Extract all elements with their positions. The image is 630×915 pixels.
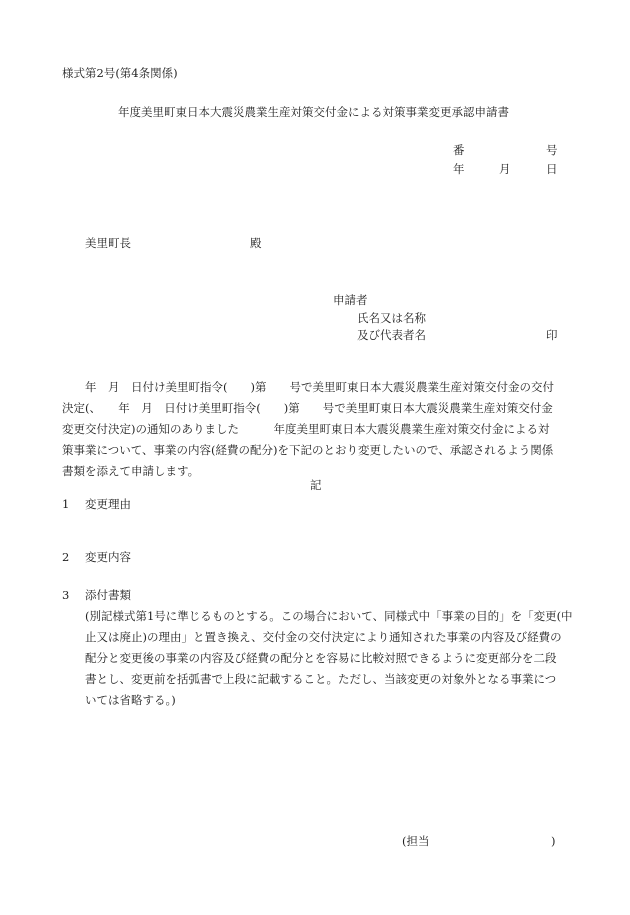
note-line: 配分と変更後の事業の内容及び経費の配分とを容易に比較対照できるように変更部分を二段 <box>85 651 557 665</box>
contact-close: ) <box>551 834 556 848</box>
date-month-label: 月 <box>499 162 511 176</box>
applicant-label: 申請者 <box>333 293 368 307</box>
item-number: 1 <box>62 497 70 511</box>
note-line: (別記様式第1号に準じるものとする。この場合において、同様式中「事業の目的」を「変更(中 <box>85 609 573 623</box>
item-label: 添付書類 <box>85 588 131 602</box>
form-label: 様式第2号(第4条関係) <box>62 66 178 80</box>
item-label: 変更内容 <box>85 550 131 564</box>
number-label: 番 <box>453 143 465 157</box>
note-line: 止又は廃止)の理由」と置き換え、交付金の交付決定により通知された事業の内容及び経費の <box>85 630 562 644</box>
addressee-honorific: 殿 <box>250 236 262 250</box>
item-number: 2 <box>62 550 70 564</box>
body-line: 書類を添えて申請します。 <box>62 464 200 478</box>
item-label: 変更理由 <box>85 497 131 511</box>
applicant-rep-label: 及び代表者名 <box>357 328 426 342</box>
date-day-label: 日 <box>546 162 558 176</box>
contact-label: (担当 <box>402 834 430 848</box>
body-line: 策事業について、事業の内容(経費の配分)を下記のとおり変更したいので、承認されるよう関係 <box>62 443 554 457</box>
body-line: 年 月 日付け美里町指令( )第 号で美里町東日本大震災農業生産対策交付金の交付 <box>62 380 554 394</box>
item-number: 3 <box>62 588 70 602</box>
document-title: 年度美里町東日本大震災農業生産対策交付金による対策事業変更承認申請書 <box>118 105 509 119</box>
date-year-label: 年 <box>453 162 465 176</box>
applicant-name-label: 氏名又は名称 <box>357 311 426 325</box>
number-suffix: 号 <box>546 143 558 157</box>
seal-mark: 印 <box>546 328 558 342</box>
addressee-name: 美里町長 <box>85 236 131 250</box>
body-line: 変更交付決定)の通知のありました 年度美里町東日本大震災農業生産対策交付金による対 <box>62 422 550 436</box>
note-line: 書とし、変更前を括弧書で上段に記載すること。ただし、当該変更の対象外となる事業につ <box>85 672 557 686</box>
note-line: いては省略する。) <box>85 693 176 707</box>
ki-heading: 記 <box>310 478 322 492</box>
body-line: 決定(、 年 月 日付け美里町指令( )第 号で美里町東日本大震災農業生産対策交付金 <box>62 401 553 415</box>
